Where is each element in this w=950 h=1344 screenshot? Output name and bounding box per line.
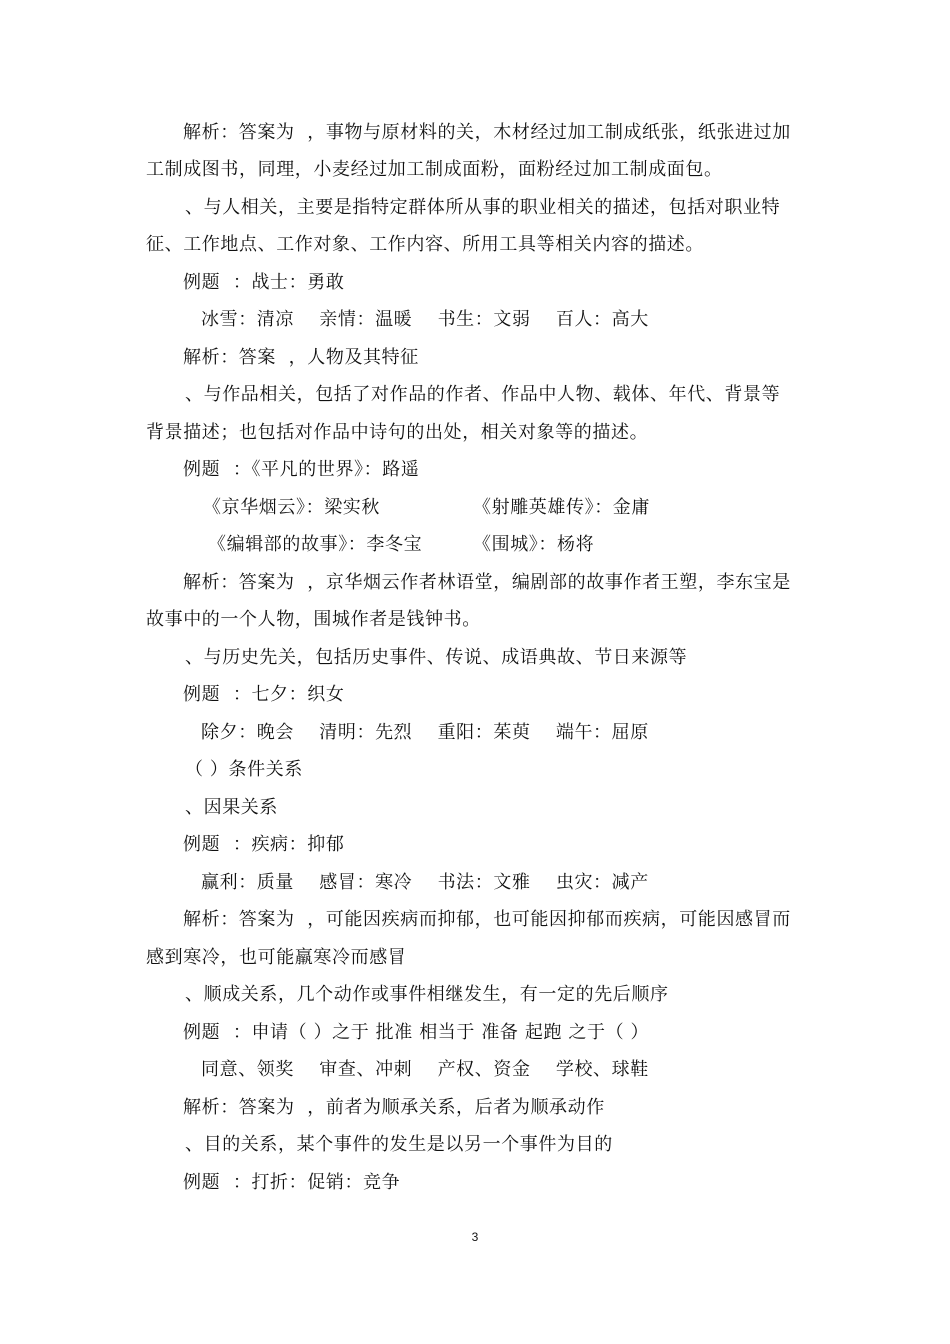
example-line: 例题 ：战士：勇敢	[183, 272, 345, 293]
example-line: 例题 ：打折：促销：竞争	[183, 1172, 401, 1193]
analysis-line: 解析：答案为 ，可能因疾病而抑郁，也可能因抑郁而疾病，可能因感冒而	[183, 909, 791, 930]
subsection-heading: 、顺成关系，几个动作或事件相继发生，有一定的先后顺序	[185, 984, 669, 1005]
example-line: 例题 ：申请（ ）之于 批准 相当于 准备 起跑 之于（ ）	[183, 1022, 650, 1043]
option-line: 《京华烟云》：梁实秋	[203, 497, 380, 518]
option-line: 《围城》：杨将	[473, 534, 595, 555]
option-line: 冰雪：清凉 亲情：温暖 书生：文弱 百人：高大	[201, 309, 649, 330]
subsection-heading: 、目的关系，某个事件的发生是以另一个事件为目的	[185, 1134, 613, 1155]
paragraph-line: 感到寒冷，也可能羸寒冷而感冒	[146, 947, 407, 968]
analysis-line: 解析：答案为 ，京华烟云作者林语堂，编剧部的故事作者王塑，李东宝是	[183, 572, 791, 593]
subsection-heading: 、因果关系	[185, 797, 278, 818]
paragraph-line: 、与人相关，主要是指特定群体所从事的职业相关的描述，包括对职业特	[185, 197, 781, 218]
option-line: 《编辑部的故事》：李冬宝	[208, 534, 423, 555]
section-heading: （ ）条件关系	[185, 759, 303, 780]
example-line: 例题 ：疾病：抑郁	[183, 834, 345, 855]
paragraph-line: 、与历史先关，包括历史事件、传说、成语典故、节日来源等	[185, 647, 688, 668]
example-line: 例题 ：《平凡的世界》：路遥	[183, 459, 420, 480]
paragraph-line: 征、工作地点、工作对象、工作内容、所用工具等相关内容的描述。	[146, 234, 704, 255]
paragraph-line: 解析：答案为 ，事物与原材料的关，木材经过加工制成纸张，纸张进过加	[183, 122, 791, 143]
analysis-line: 解析：答案 ，人物及其特征	[183, 347, 419, 368]
option-line: 《射雕英雄传》：金庸	[473, 497, 650, 518]
example-line: 例题 ：七夕：织女	[183, 684, 345, 705]
option-line: 除夕：晚会 清明：先烈 重阳：茱萸 端午：屈原	[201, 722, 649, 743]
paragraph-line: 工制成图书，同理，小麦经过加工制成面粉，面粉经过加工制成面包。	[146, 159, 723, 180]
page-number: 3	[471, 1230, 479, 1244]
analysis-line: 解析：答案为 ，前者为顺承关系，后者为顺承动作	[183, 1097, 605, 1118]
paragraph-line: 故事中的一个人物，围城作者是钱钟书。	[146, 609, 481, 630]
paragraph-line: 背景描述；也包括对作品中诗句的出处，相关对象等的描述。	[146, 422, 649, 443]
option-line: 赢利：质量 感冒：寒冷 书法：文雅 虫灾：减产	[201, 872, 649, 893]
paragraph-line: 、与作品相关，包括了对作品的作者、作品中人物、载体、年代、背景等	[185, 384, 781, 405]
option-line: 同意、领奖 审查、冲刺 产权、资金 学校、球鞋	[201, 1059, 649, 1080]
